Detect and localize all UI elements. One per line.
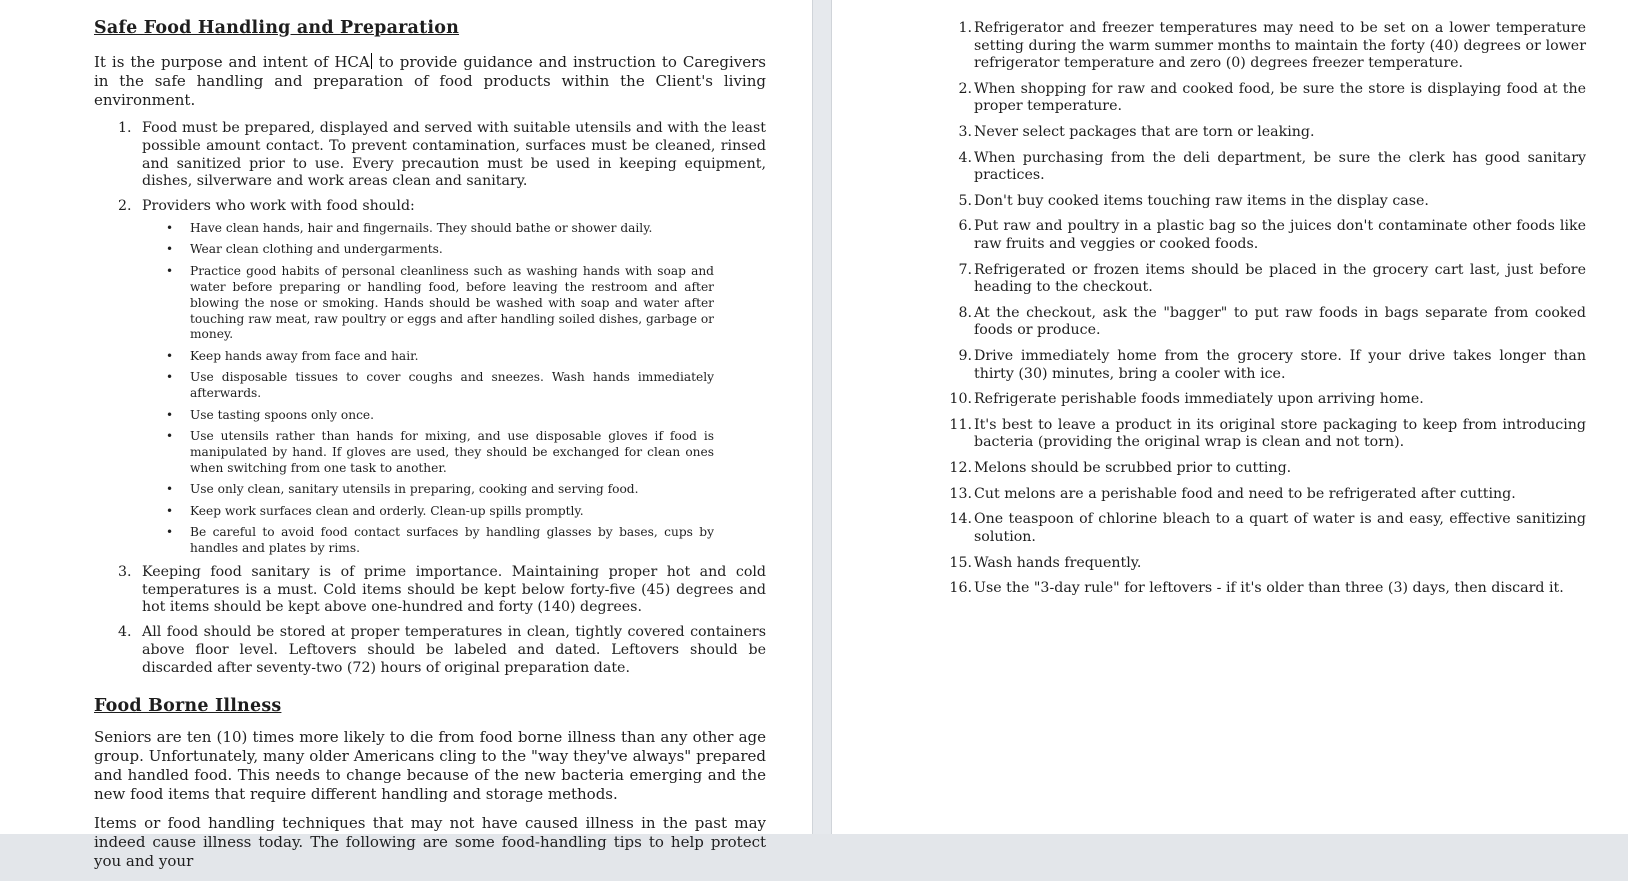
tip-item <box>950 81 1586 116</box>
bullet-dot-icon: • <box>166 348 174 363</box>
document-page-right[interactable] <box>832 0 1628 834</box>
page-content <box>950 20 1586 606</box>
bullet-text: Wear clean clothing and undergarments. <box>190 242 443 257</box>
page-gutter <box>812 0 832 834</box>
tip-number: 15. <box>949 554 972 571</box>
bullet-text: Keep hands away from face and hair. <box>190 348 419 363</box>
list-number: 4. <box>118 624 132 641</box>
tip-number: 11. <box>949 416 972 433</box>
tip-text: It's best to leave a product in its original store packaging to keep from introducing bacteria (providing the original wrap is clean and not torn). <box>974 416 1586 451</box>
bullet-dot-icon: • <box>166 263 174 278</box>
list-item <box>94 198 766 557</box>
tip-item <box>950 348 1586 383</box>
tip-text: Refrigerator and freezer temperatures may need to be set on a lower temperature setting during the warm summer months to maintain the forty (40) degrees or lower refrigerator temperature and zero (0) degrees freezer temperature. <box>974 20 1586 71</box>
list-item-text: All food should be stored at proper temperatures in clean, tightly covered containers above floor level. Leftovers should be labeled and dated. Leftovers should be discarded after seventy-two (72) hours of original preparation date. <box>142 624 766 676</box>
tip-text: Refrigerate perishable foods immediately upon arriving home. <box>974 391 1424 408</box>
tip-item <box>950 460 1586 478</box>
tip-text: When purchasing from the deli department, be sure the clerk has good sanitary practices. <box>974 149 1586 184</box>
tip-item <box>950 580 1586 598</box>
intro-text-before: It is the purpose and intent of HCA <box>94 53 370 71</box>
tip-item <box>950 391 1586 409</box>
bullet-item <box>142 349 714 365</box>
tip-text: At the checkout, ask the "bagger" to put raw foods in bags separate from cooked foods or produce. <box>974 304 1586 339</box>
bullet-dot-icon: • <box>166 503 174 518</box>
bullet-item <box>142 221 714 237</box>
list-item-text: Keeping food sanitary is of prime importance. Maintaining proper hot and cold temperatures is a must. Cold items should be kept below forty-five (45) degrees and hot items should be kept above one-hundred and forty (140) degrees. <box>142 563 766 616</box>
bullet-text: Use utensils rather than hands for mixing, and use disposable gloves if food is manipulated by hand. If gloves are used, they should be exchanged for clean ones when switching from one task to another. <box>190 428 714 475</box>
tip-number: 6. <box>958 218 972 235</box>
bullet-dot-icon: • <box>166 428 174 443</box>
bullet-text: Have clean hands, hair and fingernails. They should bathe or shower daily. <box>190 220 653 235</box>
tip-text: Never select packages that are torn or leaking. <box>974 123 1315 140</box>
tip-number: 13. <box>949 485 972 502</box>
tip-number: 4. <box>958 149 972 166</box>
tip-item <box>950 486 1586 504</box>
intro-text-after: to provide guidance and instruction to Caregivers in the safe handling and preparation of food products within the Client's living environment. <box>94 53 766 109</box>
tip-item <box>950 150 1586 185</box>
tip-item <box>950 20 1586 73</box>
tip-item <box>950 417 1586 452</box>
list-item-text: Food must be prepared, displayed and served with suitable utensils and with the least possible amount contact. To prevent contamination, surfaces must be cleaned, rinsed and sanitized prior to use. Every precaution must be used in keeping equipment, dishes, silverware and work areas clean and sanitary. <box>142 120 766 190</box>
tip-number: 9. <box>958 348 972 364</box>
bullet-text: Keep work surfaces clean and orderly. Clean-up spills promptly. <box>190 503 584 518</box>
bullet-item <box>142 504 714 520</box>
tip-number: 16. <box>949 580 972 597</box>
bullet-text: Use only clean, sanitary utensils in preparing, cooking and serving food. <box>190 482 639 497</box>
list-number: 3. <box>118 563 132 580</box>
section-heading-safe-food: Safe Food Handling and Preparation <box>94 18 460 38</box>
tip-item <box>950 305 1586 340</box>
tip-item <box>950 555 1586 573</box>
tip-item <box>950 124 1586 142</box>
tip-item <box>950 193 1586 211</box>
safe-handling-list <box>94 120 766 678</box>
bullet-text: Use disposable tissues to cover coughs and sneezes. Wash hands immediately afterwards. <box>190 370 714 401</box>
text-cursor <box>371 53 372 69</box>
tip-text: Put raw and poultry in a plastic bag so the juices don't contaminate other foods like raw fruits and veggies or cooked foods. <box>974 218 1586 252</box>
section-heading-food-borne-illness: Food Borne Illness <box>94 695 282 716</box>
tip-item <box>950 262 1586 297</box>
bullet-item <box>142 264 714 344</box>
food-handling-tips-list <box>950 20 1586 598</box>
tip-number: 10. <box>949 391 972 408</box>
tip-number: 8. <box>958 304 972 321</box>
tip-number: 14. <box>949 511 972 528</box>
tip-number: 1. <box>958 20 972 36</box>
bullet-item <box>142 429 714 477</box>
tip-number: 12. <box>949 460 972 477</box>
tip-text: Use the "3-day rule" for leftovers - if it's older than three (3) days, then discard it. <box>974 580 1564 597</box>
bullet-item <box>142 370 714 402</box>
bullet-dot-icon: • <box>166 524 174 539</box>
tip-number: 3. <box>958 123 972 140</box>
bullet-dot-icon: • <box>166 370 174 385</box>
tip-text: Drive immediately home from the grocery store. If your drive takes longer than thirty (30) minutes, bring a cooler with ice. <box>974 348 1586 382</box>
bullet-text: Practice good habits of personal cleanliness such as washing hands with soap and water before preparing or handling food, before leaving the restroom and after blowing the nose or smoking. Hands should be washed with soap and water after touching raw meat, raw poultry or eggs and after handling soiled dishes, garbage or money. <box>190 263 714 342</box>
provider-bullet-list <box>142 221 714 557</box>
tip-text: Wash hands frequently. <box>974 554 1142 571</box>
bullet-dot-icon: • <box>166 482 174 497</box>
tip-text: Don't buy cooked items touching raw items in the display case. <box>974 192 1429 209</box>
bullet-item <box>142 482 714 498</box>
tip-number: 5. <box>958 192 972 209</box>
bullet-item <box>142 525 714 557</box>
bullet-item <box>142 242 714 258</box>
intro-paragraph[interactable] <box>94 53 766 110</box>
bullet-text: Use tasting spoons only once. <box>190 407 375 422</box>
illness-paragraph-1: Seniors are ten (10) times more likely to die from food borne illness than any other age group. Unfortunately, many older Americans cling to the "way they've always" prepared and handled food. This needs to change because of the new bacteria emerging and the new food items that require different handling and storage methods. <box>94 727 766 803</box>
tip-text: Melons should be scrubbed prior to cutting. <box>974 460 1292 477</box>
illness-paragraph-2: Items or food handling techniques that may not have caused illness in the past may indeed cause illness today. The following are some food-handling tips to help protect you and your <box>94 813 766 870</box>
tip-number: 7. <box>958 261 972 278</box>
bullet-text: Be careful to avoid food contact surfaces by handling glasses by bases, cups by handles and plates by rims. <box>190 524 714 555</box>
page-content <box>94 18 766 881</box>
tip-text: When shopping for raw and cooked food, be sure the store is displaying food at the proper temperature. <box>974 80 1586 115</box>
bullet-item <box>142 408 714 424</box>
tip-text: Cut melons are a perishable food and need to be refrigerated after cutting. <box>974 485 1516 502</box>
tip-item <box>950 218 1586 253</box>
tip-text: One teaspoon of chlorine bleach to a quart of water is and easy, effective sanitizing solution. <box>974 511 1586 545</box>
document-page-left[interactable] <box>0 0 812 870</box>
list-item <box>94 120 766 191</box>
bullet-dot-icon: • <box>166 407 174 422</box>
tip-number: 2. <box>958 80 972 97</box>
tip-item <box>950 511 1586 546</box>
list-item-text: Providers who work with food should: <box>142 198 415 215</box>
list-number: 1. <box>118 120 132 136</box>
list-number: 2. <box>118 198 132 215</box>
bullet-dot-icon: • <box>166 220 174 235</box>
list-item <box>94 624 766 677</box>
tip-text: Refrigerated or frozen items should be placed in the grocery cart last, just before heading to the checkout. <box>974 261 1586 296</box>
bullet-dot-icon: • <box>166 242 174 257</box>
list-item <box>94 564 766 617</box>
